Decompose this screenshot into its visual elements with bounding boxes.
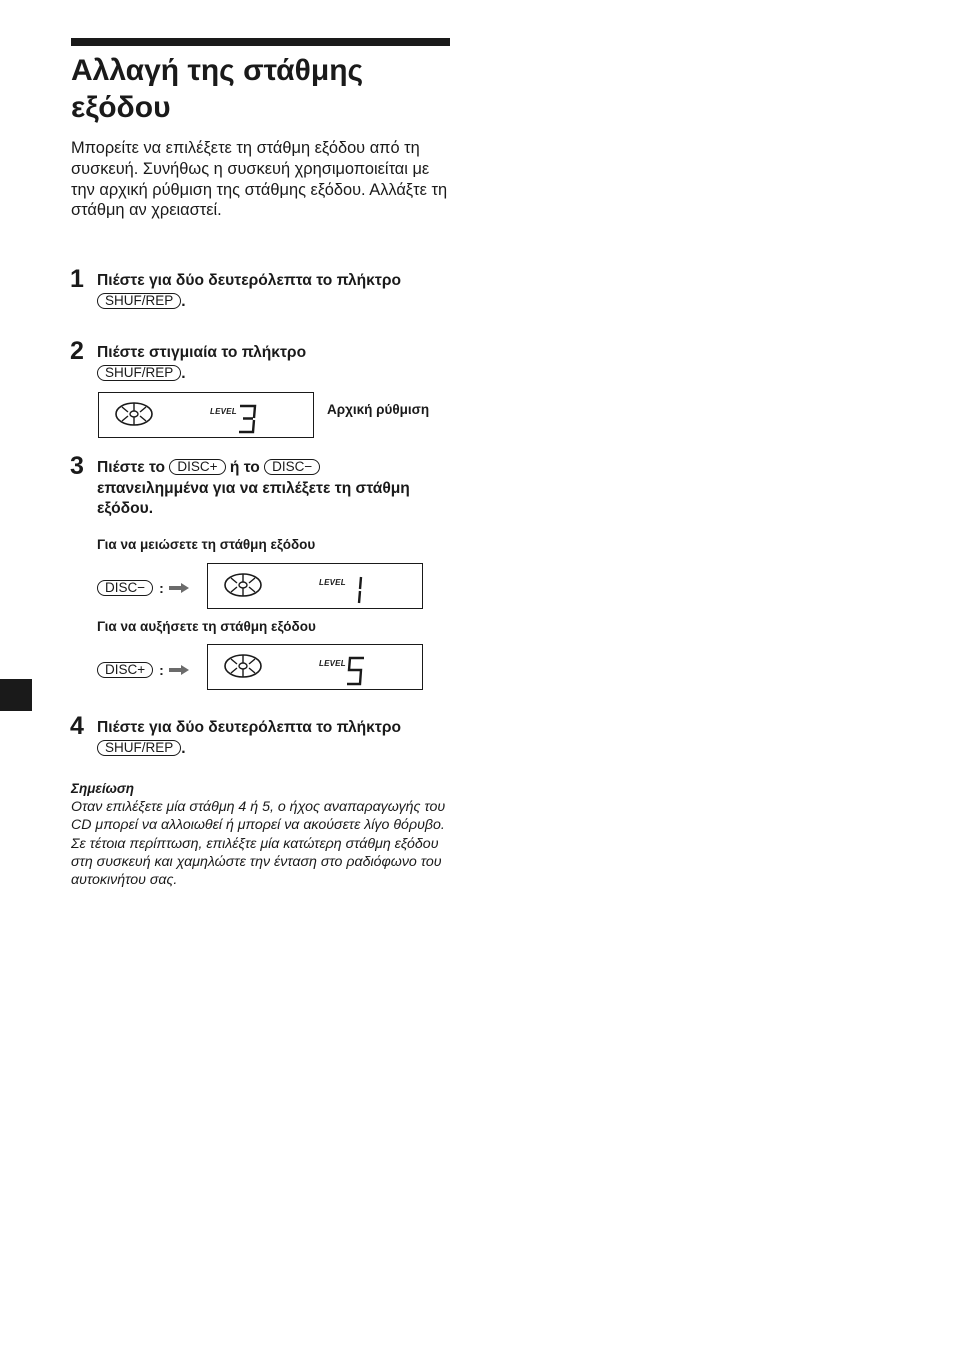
- step-3-instruction-end: επανειλημμένα για να επιλέξετε τη στάθμη εξόδου.: [97, 479, 410, 517]
- level-label: LEVEL: [210, 407, 237, 416]
- step-1-instruction: Πιέστε για δύο δευτερόλεπτα το πλήκτρο: [97, 272, 401, 289]
- initial-setting-caption: Αρχική ρύθμιση: [327, 402, 430, 417]
- disc-icon: [223, 572, 263, 598]
- section-tab-marker: [0, 679, 32, 711]
- step-4-period: .: [181, 739, 186, 757]
- step-3-instruction-start: Πιέστε το: [97, 459, 166, 476]
- title-rule: [71, 38, 450, 46]
- step-3-text: [97, 458, 417, 520]
- disc-minus-key: DISC−: [97, 580, 153, 596]
- step-1-period: .: [181, 292, 186, 310]
- step-1-text: [97, 271, 427, 312]
- lcd-display-decrease: [207, 563, 423, 609]
- disc-minus-key: DISC−: [264, 459, 320, 475]
- step-4-number: 4: [70, 712, 84, 740]
- step-4-text: [97, 718, 427, 759]
- level-digit-5: [346, 655, 368, 687]
- step-2-number: 2: [70, 337, 84, 365]
- increase-caption: Για να αυξήσετε τη στάθμη εξόδου: [97, 619, 316, 634]
- page-title: Αλλαγή της στάθμης εξόδου: [71, 54, 364, 124]
- colon: :: [159, 662, 164, 678]
- step-2-text: [97, 343, 427, 384]
- shuf-rep-key: SHUF/REP: [97, 365, 181, 381]
- step-2-instruction: Πιέστε στιγμιαία το πλήκτρο: [97, 344, 307, 361]
- right-arrow-icon: [168, 664, 190, 676]
- decrease-key-row: [97, 580, 190, 596]
- note-body: Οταν επιλέξετε μία στάθμη 4 ή 5, ο ήχος αναπαραγωγής του CD μπορεί να αλλοιωθεί ή μπορεί να ακούσετε λίγο θόρυβο. Σε τέτοια περίπτωση, επιλέξτε μία κατώτερη στάθμη εξόδου στη συσκευή και χαμηλώστε την ένταση στο ραδιόφωνο του αυτοκινήτου σας.: [71, 799, 446, 889]
- level-digit-3: [237, 403, 259, 435]
- note-title: Σημείωση: [71, 781, 135, 796]
- lcd-display-increase: [207, 644, 423, 690]
- level-label: LEVEL: [319, 578, 346, 587]
- decrease-caption: Για να μειώσετε τη στάθμη εξόδου: [97, 537, 316, 552]
- step-3-number: 3: [70, 452, 84, 480]
- step-4-instruction: Πιέστε για δύο δευτερόλεπτα το πλήκτρο: [97, 719, 401, 736]
- disc-icon: [223, 653, 263, 679]
- increase-key-row: [97, 662, 190, 678]
- shuf-rep-key: SHUF/REP: [97, 740, 181, 756]
- disc-plus-key: DISC+: [169, 459, 225, 475]
- level-label: LEVEL: [319, 659, 346, 668]
- disc-icon: [114, 401, 154, 427]
- right-arrow-icon: [168, 582, 190, 594]
- step-3-or: ή το: [229, 459, 260, 476]
- intro-paragraph: Μπορείτε να επιλέξετε τη στάθμη εξόδου από τη συσκευή. Συνήθως η συσκευή χρησιμοποιείται με την αρχική ρύθμιση της στάθμης εξόδου. Αλλάξτε τη στάθμη αν χρειαστεί.: [71, 139, 448, 220]
- shuf-rep-key: SHUF/REP: [97, 293, 181, 309]
- disc-plus-key: DISC+: [97, 662, 153, 678]
- level-digit-1: [346, 574, 368, 606]
- step-2-period: .: [181, 364, 186, 382]
- lcd-display-initial: [98, 392, 314, 438]
- colon: :: [159, 580, 164, 596]
- step-1-number: 1: [70, 265, 84, 293]
